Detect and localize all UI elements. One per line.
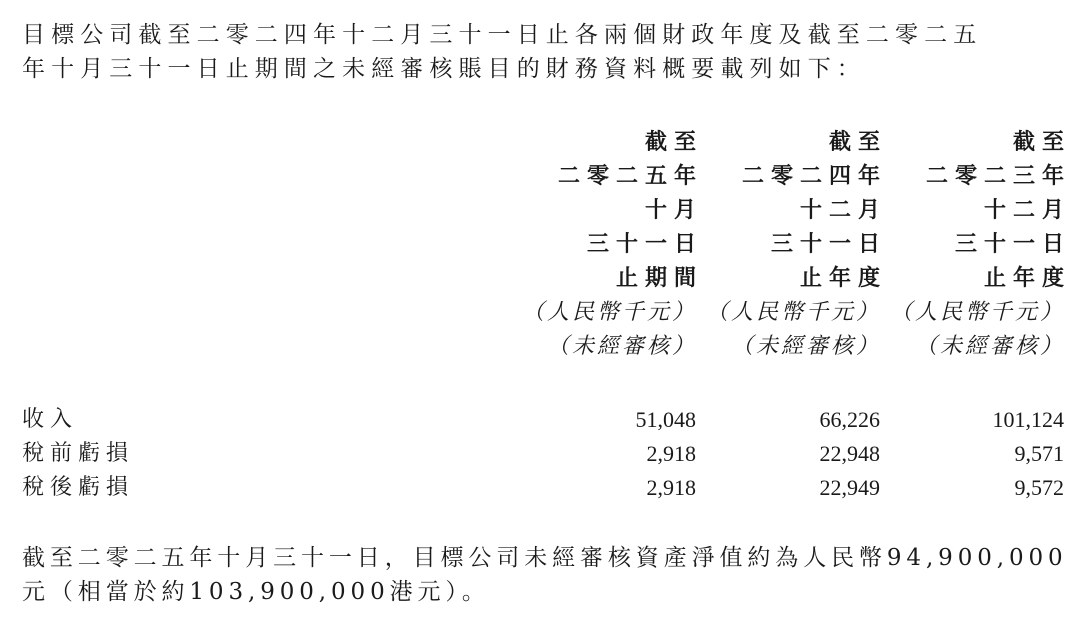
row-value: 22,949 xyxy=(819,475,880,500)
row-value: 101,124 xyxy=(992,407,1064,432)
table-row-loss-after-tax xyxy=(22,471,1072,505)
row-label: 稅前虧損 xyxy=(22,441,135,466)
intro-line-2: 年十月三十一日止期間之未經審核賬目的財務資料概要載列如下： xyxy=(22,56,866,82)
column-header-line: 截至 xyxy=(828,130,887,155)
column-header-line: 止年度 xyxy=(983,266,1071,291)
intro-paragraph xyxy=(22,18,982,86)
column-header-line: 二零二三年 xyxy=(925,164,1071,189)
column-header-line: 十二月 xyxy=(799,198,887,223)
column-header-line: 截至 xyxy=(1012,130,1071,155)
column-header-2023 xyxy=(844,126,1071,364)
column-header-line: 十月 xyxy=(644,198,703,223)
column-header-line: 十二月 xyxy=(983,198,1071,223)
row-value: 66,226 xyxy=(819,407,880,432)
row-label: 收入 xyxy=(22,407,79,432)
column-header-line: 止年度 xyxy=(799,266,887,291)
column-currency-unit: （人民幣千元） xyxy=(705,300,881,325)
column-audit-status: （未經審核） xyxy=(914,334,1065,359)
column-currency-unit: （人民幣千元） xyxy=(521,300,697,325)
row-value: 22,948 xyxy=(819,441,880,466)
row-label: 稅後虧損 xyxy=(22,475,135,500)
column-audit-status: （未經審核） xyxy=(730,334,881,359)
column-header-line: 三十一日 xyxy=(586,232,703,257)
row-value: 2,918 xyxy=(646,475,696,500)
column-header-line: 二零二四年 xyxy=(741,164,887,189)
column-header-line: 二零二五年 xyxy=(557,164,703,189)
summary-paragraph xyxy=(22,541,1068,609)
intro-line-1: 目標公司截至二零二四年十二月三十一日止各兩個財政年度及截至二零二五 xyxy=(22,22,983,48)
table-row-revenue xyxy=(22,403,1072,437)
column-audit-status: （未經審核） xyxy=(546,334,697,359)
row-value: 9,572 xyxy=(1014,475,1064,500)
row-value: 51,048 xyxy=(635,407,696,432)
row-value: 9,571 xyxy=(1014,441,1064,466)
column-currency-unit: （人民幣千元） xyxy=(889,300,1065,325)
summary-line-2: 元（相當於約103,900,000港元）。 xyxy=(22,579,490,605)
column-header-line: 三十一日 xyxy=(770,232,887,257)
summary-line-1: 截至二零二五年十月三十一日，目標公司未經審核資產淨值約為人民幣94,900,000 xyxy=(22,545,1068,571)
column-header-line: 止期間 xyxy=(615,266,703,291)
table-row-loss-before-tax xyxy=(22,437,1072,471)
column-header-line: 三十一日 xyxy=(954,232,1071,257)
column-header-line: 截至 xyxy=(644,130,703,155)
row-value: 2,918 xyxy=(646,441,696,466)
